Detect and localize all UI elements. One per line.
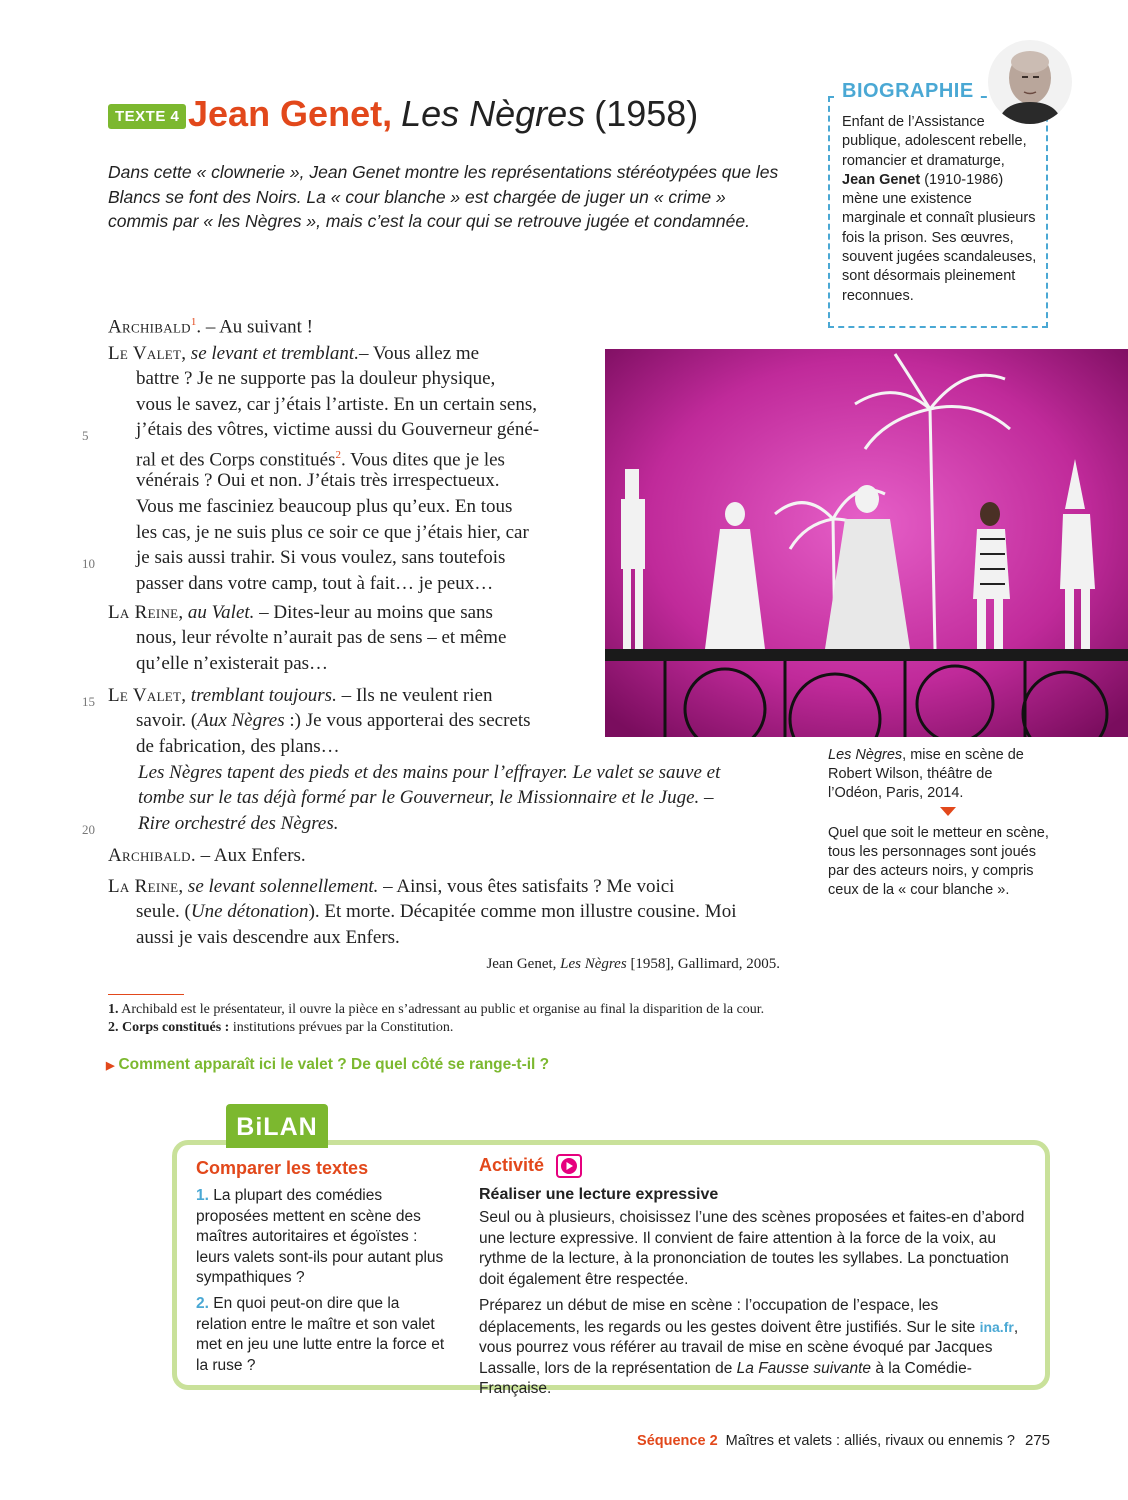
play-line-4: vous le savez, car j’étais l’artiste. En un certain sens, [136,394,537,415]
intro-paragraph: Dans cette « clownerie », Jean Genet montre les représentations stéréotypées que les Blancs se font des Noirs. La « cour blanche » est chargée de juger un « crime » commis par « les Nègres », mais c’est la cour qui se retrouve jugée et condamnée. [108,162,779,231]
caption-arrow-icon [940,807,956,816]
reading-question: ▶ Comment apparaît ici le valet ? De quel côté se range-t-il ? [106,1056,550,1073]
line-number-20: 20 [82,822,95,837]
play-line-9: les cas, je ne suis plus ce soir ce que j’étais hier, car [136,522,529,543]
play-line-11: passer dans votre camp, tout à fait… je peux… [136,573,494,594]
biography-name: Jean Genet [842,171,921,188]
bilan-tab: BiLAN [226,1104,328,1148]
play-video-icon[interactable] [556,1154,582,1178]
play-line-23: seule. (Une détonation). Et morte. Décapitée comme mon illustre cousine. Moi [136,901,737,922]
activity-subtitle: Réaliser une lecture expressive [479,1186,719,1203]
title-author: Jean Genet, [188,93,393,134]
footer-title: Maîtres et valets : alliés, rivaux ou ennemis ? [725,1433,1015,1449]
footnote-ref-1[interactable]: 1 [190,316,197,328]
title-year: (1958) [594,93,699,134]
title-work: Les Nègres [401,93,586,134]
footnotes: 1. Archibald est le présentateur, il ouvre la pièce en s’adressant au public et organise au final la disparition de la cour. 2. Corps constitués : institutions prévues par la Constitution. [108,1002,765,1035]
stage-direction-1: Les Nègres tapent des pieds et des mains pour l’effrayer. Le valet se sauve et [138,762,721,783]
page-footer [637,1432,1050,1449]
footnote-divider [108,994,184,995]
play-line-24: aussi je vais descendre aux Enfers. [136,927,400,948]
biography-text: Enfant de l’Assistance publique, adolescent rebelle, romancier et dramaturge, Jean Genet (1910-1986) mène une existence marginale et connaît plusieurs fois la prison. Ses œuvres, souvent jugées scandaleuses, sont désormais pleinement reconnues. [842,114,1037,304]
photo-caption: Les Nègres, mise en scène de Robert Wilson, théâtre de l’Odéon, Paris, 2014. [828,747,1024,801]
play-line-13: nous, leur révolte n’aurait pas de sens – et même [136,627,507,648]
compare-heading: Comparer les textes [196,1158,369,1178]
line-number-15: 15 [82,694,95,709]
line-number-5: 5 [82,428,89,443]
text-label: TEXTE 4 [108,104,186,129]
biography-heading: BIOGRAPHIE [838,80,980,103]
play-line-21: Archibald. – Aux Enfers. [108,845,306,866]
play-line-12: La Reine, au Valet. – Dites-leur au moins que sans [108,602,493,623]
activity-paragraph-2: Préparez un début de mise en scène : l’occupation de l’espace, les déplacements, les regards ou les gestes doivent être justifiés. Sur le site ina.fr, vous pourrez vous référer au travail de mise en scène évoqué par Jacques Lassalle, lors de la représentation de La Fausse suivante à la Comédie-Française. [479,1297,1019,1397]
author-portrait [988,40,1072,124]
play-line-6: ral et des Corps constitués$^2$. Vous dites que je les [136,449,505,471]
play-line-22: La Reine, se levant solennellement. – Ainsi, vous êtes satisfaits ? Me voici [108,876,675,897]
footer-sequence: Séquence 2 [637,1433,718,1449]
play-line-2: Le Valet, se levant et tremblant.– Vous allez me [108,343,480,364]
page-title [188,92,698,136]
play-line-10: je sais aussi trahir. Si vous voulez, sans toutefois [136,547,506,568]
play-line-1: Archibald$^1$. – Au suivant ! [108,316,314,338]
play-line-3: battre ? Je ne supporte pas la douleur physique, [136,368,496,389]
play-line-16: savoir. (Aux Nègres :) Je vous apporterai des secrets [136,710,531,731]
stage-direction-3: Rire orchestré des Nègres. [138,813,339,834]
play-line-14: qu’elle n’existerait pas… [136,653,329,674]
activity-heading: Activité [479,1155,545,1175]
stage-direction-2: tombe sur le tas déjà formé par le Gouverneur, le Missionnaire et le Juge. – [138,787,714,808]
line-number-10: 10 [82,556,95,571]
play-line-17: de fabrication, des plans… [136,736,340,757]
photo-note: Quel que soit le metteur en scène, tous les personnages sont joués par des acteurs noirs, y compris ceux de la « cour blanche ». [828,825,1049,898]
stage-photo [605,349,1128,737]
page-number: 275 [1024,1432,1050,1449]
play-line-5: j’étais des vôtres, victime aussi du Gouverneur géné- [136,419,540,440]
play-line-15: Le Valet, tremblant toujours. – Ils ne veulent rien [108,685,493,706]
source-reference: Jean Genet, Les Nègres [1958], Gallimard, 2005. [486,956,780,972]
play-line-7: vénérais ? Oui et non. J’étais très irrespectueux. [136,470,500,491]
compare-question-1: 1. La plupart des comédies proposées mettent en scène des maîtres autoritaires et égoïstes : leurs valets sont-ils pour autant plus sympathiques ? [196,1187,444,1286]
activity-paragraph-1: Seul ou à plusieurs, choisissez l’une des scènes proposées et faites-en d’abord une lecture expressive. Il convient de faire attention à la force de la voix, au rythme de la lecture, à la prononciation de toutes les syllabes. La ponctuation doit également être respectée. [479,1209,1025,1288]
triangle-right-icon: ▶ [106,1060,115,1072]
footnote-ref-2[interactable]: 2 [335,449,341,461]
compare-question-2: 2. En quoi peut-on dire que la relation entre le maître et son valet met en jeu une lutte entre la force et la ruse ? [196,1295,445,1374]
play-line-8: Vous me fasciniez beaucoup plus qu’eux. En tous [136,496,513,517]
ina-link[interactable]: ina.fr [979,1318,1014,1335]
